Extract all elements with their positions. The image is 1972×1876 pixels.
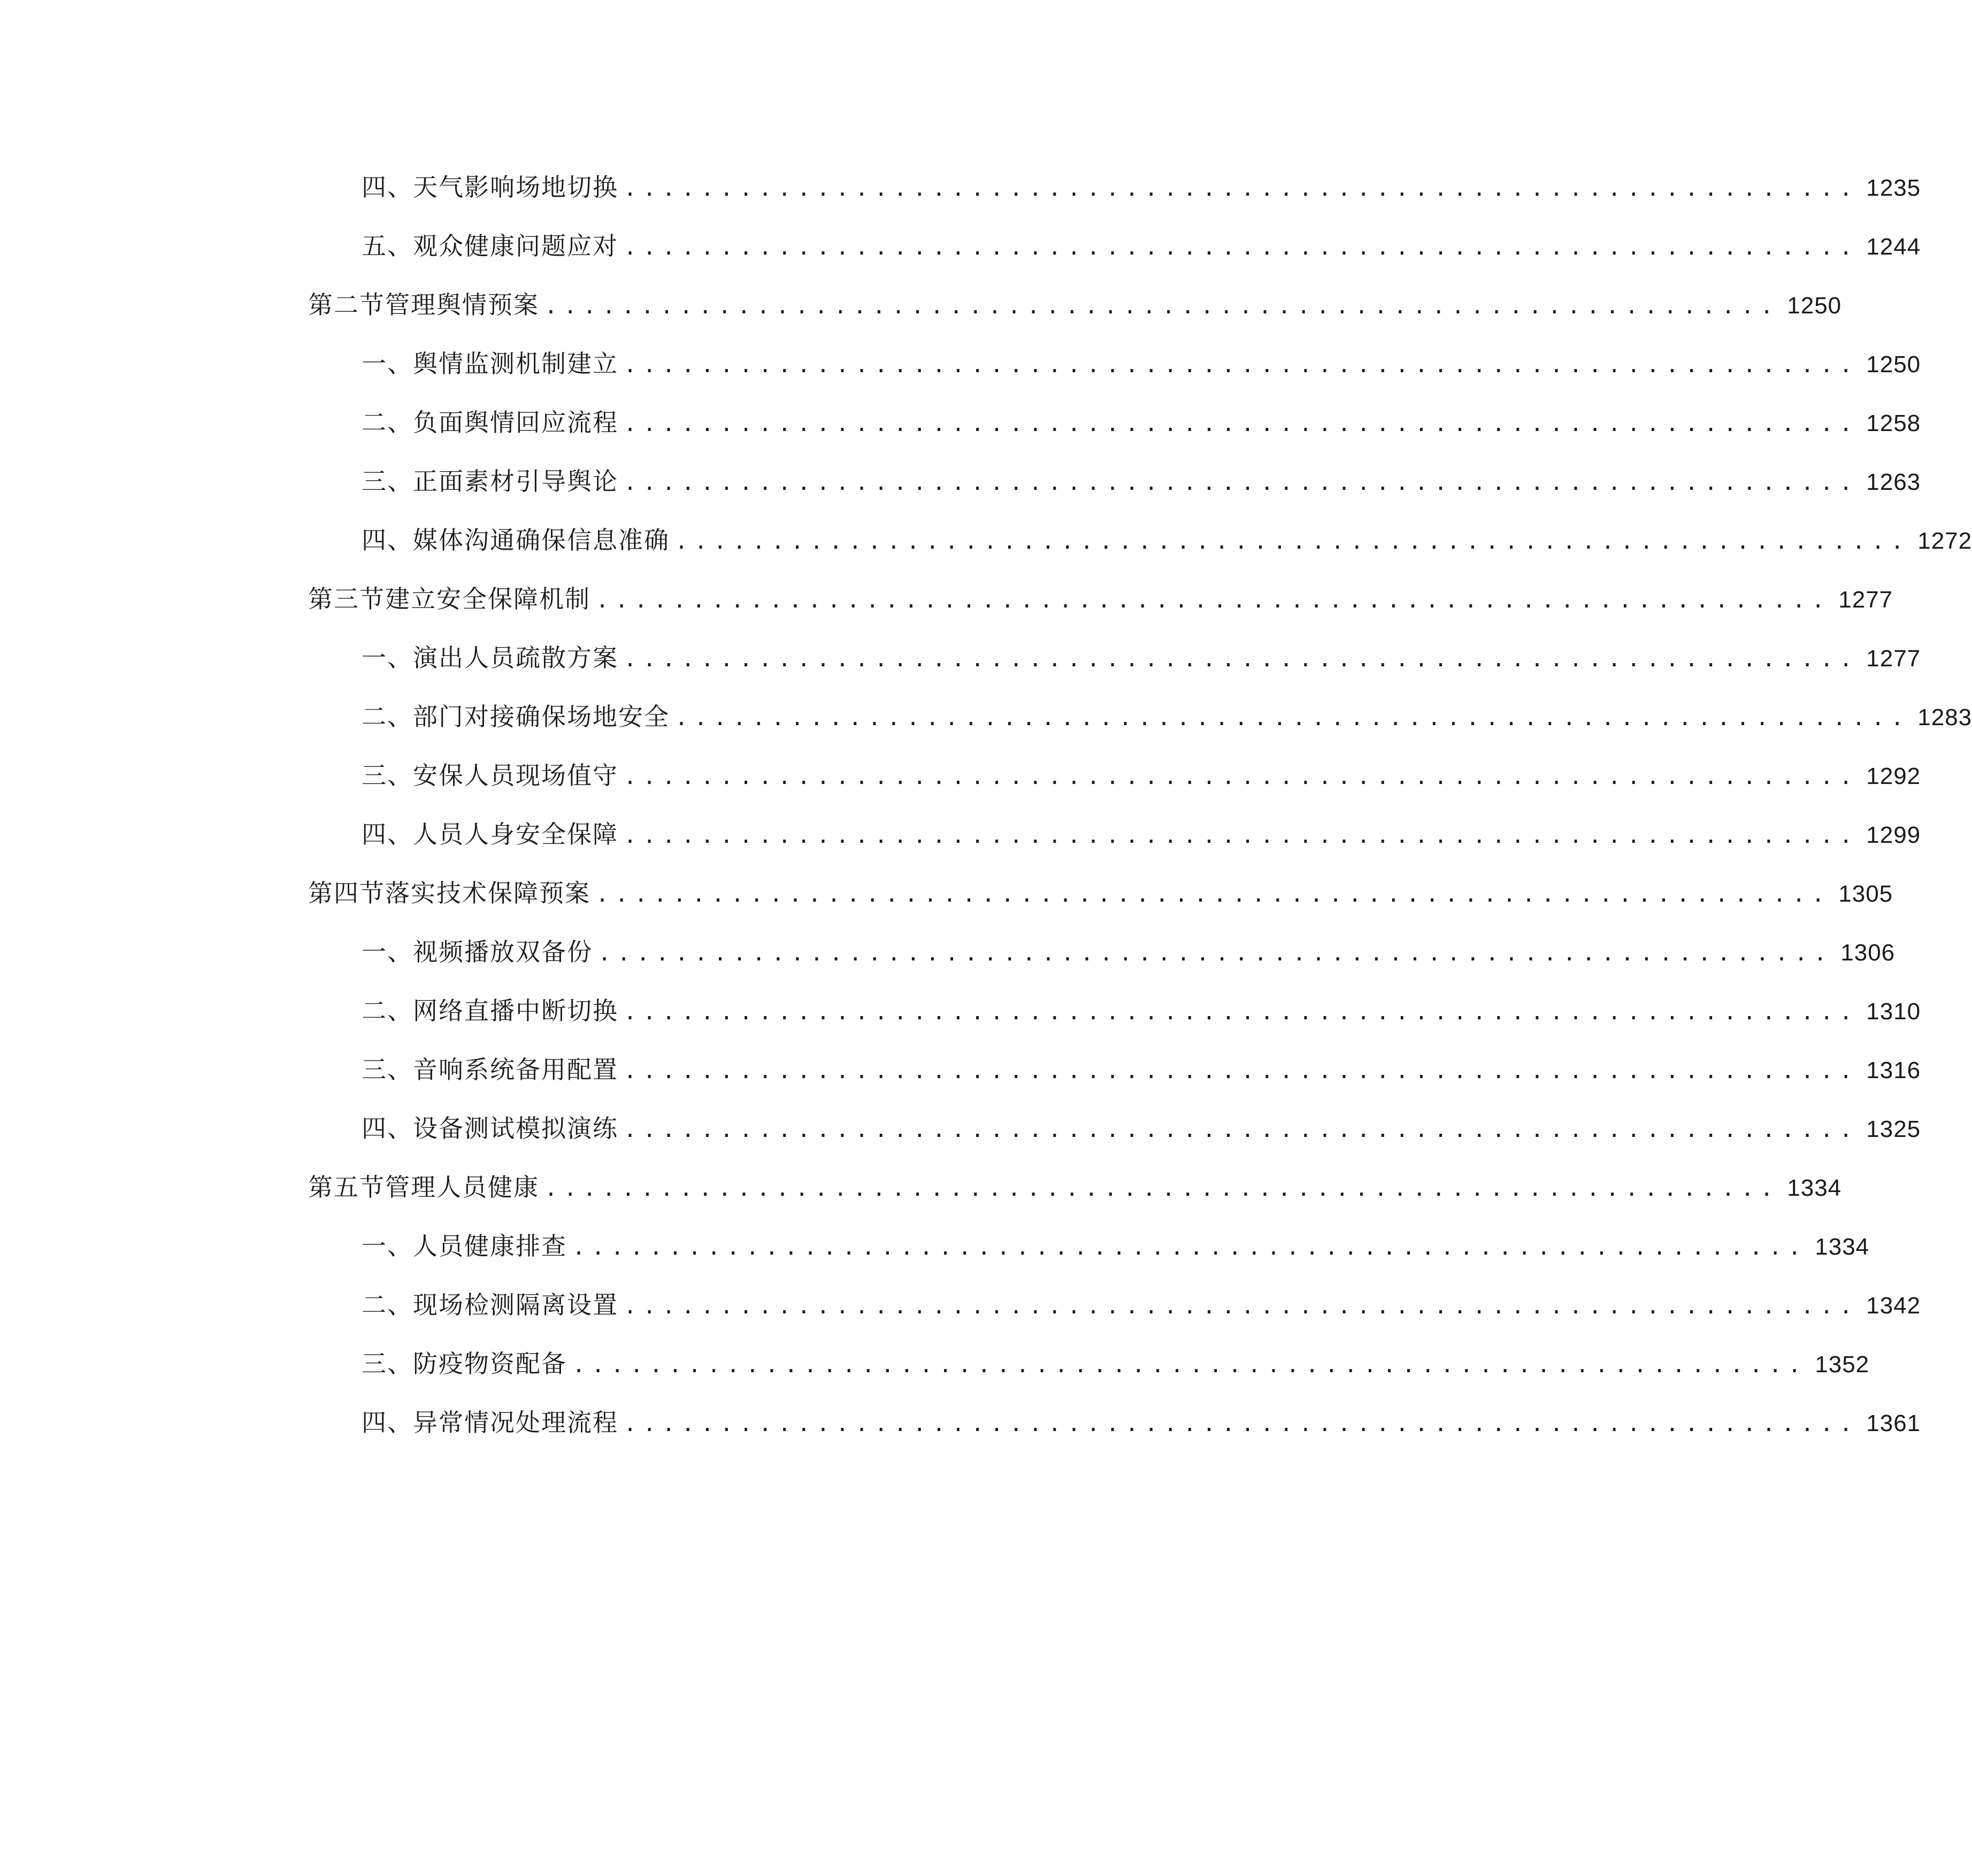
toc-section-number: 第二节 xyxy=(308,290,385,319)
toc-entry-number: 四、 xyxy=(362,1408,413,1437)
toc-dot-leader: ................................................................ xyxy=(675,529,1910,554)
toc-entry-page: 1325 xyxy=(1866,1116,1921,1142)
toc-entry-title: 正面素材引导舆论 xyxy=(413,467,618,496)
toc-entry-number: 四、 xyxy=(362,1114,413,1143)
toc-dot-leader: ................................................................ xyxy=(624,647,1859,672)
toc-entry[interactable] xyxy=(362,933,1896,971)
toc-entry[interactable] xyxy=(362,1051,1921,1088)
toc-entry-number: 三、 xyxy=(362,1349,413,1378)
toc-entry-title: 现场检测隔离设置 xyxy=(413,1290,618,1319)
toc-entry-page: 1334 xyxy=(1815,1234,1870,1260)
toc-dot-leader: ................................................................ xyxy=(544,1177,1780,1201)
toc-entry-page: 1361 xyxy=(1866,1410,1921,1436)
toc-entry-page: 1352 xyxy=(1815,1351,1870,1378)
toc-dot-leader: ................................................................ xyxy=(624,235,1859,260)
toc-section-number: 第四节 xyxy=(308,879,385,908)
toc-entry-page: 1258 xyxy=(1866,410,1921,436)
toc-entry[interactable] xyxy=(362,1227,1870,1265)
toc-entry[interactable] xyxy=(362,1404,1921,1441)
toc-dot-leader: ................................................................ xyxy=(572,1353,1808,1378)
toc-entry-title: 人员健康排查 xyxy=(413,1232,567,1260)
toc-entry[interactable] xyxy=(362,757,1921,794)
toc-entry-page: 1244 xyxy=(1866,234,1921,260)
toc-entry-number: 三、 xyxy=(362,1055,413,1084)
toc-entry-number: 四、 xyxy=(362,173,413,202)
toc-entry-title: 异常情况处理流程 xyxy=(413,1408,618,1437)
toc-dot-leader: ................................................................ xyxy=(624,1059,1859,1083)
toc-entry-number: 三、 xyxy=(362,467,413,496)
toc-entry-title: 部门对接确保场地安全 xyxy=(413,702,670,731)
toc-dot-leader: ................................................................ xyxy=(544,294,1780,319)
toc-entry-page: 1306 xyxy=(1840,940,1896,966)
toc-dot-leader: ................................................................ xyxy=(598,941,1833,966)
toc-dot-leader: ................................................................ xyxy=(624,353,1859,378)
toc-entry-title: 音响系统备用配置 xyxy=(413,1055,618,1084)
toc-section-page: 1334 xyxy=(1787,1175,1842,1201)
toc-entry-number: 二、 xyxy=(362,408,413,437)
toc-entry-page: 1235 xyxy=(1866,175,1921,201)
toc-entry[interactable] xyxy=(362,698,1972,735)
toc-entry-number: 二、 xyxy=(362,996,413,1025)
toc-dot-leader: ................................................................ xyxy=(624,1412,1859,1436)
toc-dot-leader: ................................................................ xyxy=(624,412,1859,436)
toc-entry[interactable] xyxy=(362,816,1921,853)
toc-dot-leader: ................................................................ xyxy=(624,1000,1859,1025)
toc-entry-number: 四、 xyxy=(362,526,413,555)
toc-dot-leader: ................................................................ xyxy=(624,176,1859,201)
toc-entry-title: 安保人员现场值守 xyxy=(413,761,618,790)
toc-entry[interactable] xyxy=(362,227,1921,265)
toc-entry-title: 网络直播中断切换 xyxy=(413,996,618,1025)
toc-entry-page: 1250 xyxy=(1866,351,1921,378)
toc-entry-title: 负面舆情回应流程 xyxy=(413,408,618,437)
toc-dot-leader: ................................................................ xyxy=(624,824,1859,848)
toc-entry[interactable] xyxy=(362,463,1921,500)
toc-section-number: 第三节 xyxy=(308,585,385,613)
toc-entry-title: 设备测试模拟演练 xyxy=(413,1114,618,1143)
toc-entry-number: 一、 xyxy=(362,1232,413,1260)
toc-entry-page: 1277 xyxy=(1866,645,1921,672)
toc-dot-leader: ................................................................ xyxy=(624,1118,1859,1142)
toc-dot-leader: ................................................................ xyxy=(624,471,1859,495)
toc-dot-leader: ................................................................ xyxy=(596,588,1831,613)
toc-entry[interactable] xyxy=(362,1110,1921,1147)
toc-entry[interactable] xyxy=(362,521,1972,559)
toc-entry-number: 一、 xyxy=(362,937,413,966)
toc-dot-leader: ................................................................ xyxy=(572,1235,1808,1260)
toc-entry-page: 1272 xyxy=(1917,528,1972,554)
toc-dot-leader: ................................................................ xyxy=(675,706,1910,731)
toc-section-entry[interactable] xyxy=(308,286,1842,324)
toc-entry-page: 1310 xyxy=(1866,998,1921,1025)
toc-entry-number: 二、 xyxy=(362,1290,413,1319)
toc-entry-title: 媒体沟通确保信息准确 xyxy=(413,526,670,555)
toc-entry-title: 观众健康问题应对 xyxy=(413,232,618,260)
toc-entry-title: 天气影响场地切换 xyxy=(413,173,618,202)
toc-entry-page: 1316 xyxy=(1866,1057,1921,1083)
toc-entry-page: 1283 xyxy=(1917,704,1972,731)
toc-entry[interactable] xyxy=(362,992,1921,1029)
toc-entry-number: 四、 xyxy=(362,820,413,849)
toc-dot-leader: ................................................................ xyxy=(624,765,1859,789)
toc-entry[interactable] xyxy=(362,639,1921,676)
toc-dot-leader: ................................................................ xyxy=(596,882,1831,907)
toc-entry-title: 防疫物资配备 xyxy=(413,1349,567,1378)
toc-entry-page: 1299 xyxy=(1866,822,1921,848)
toc-entry-title: 人员人身安全保障 xyxy=(413,820,618,849)
toc-section-entry[interactable] xyxy=(308,1168,1842,1206)
toc-section-number: 第五节 xyxy=(308,1173,385,1202)
toc-entry-title: 舆情监测机制建立 xyxy=(413,349,618,378)
toc-entry-number: 三、 xyxy=(362,761,413,790)
toc-entry-number: 五、 xyxy=(362,232,413,260)
toc-section-title: 管理人员健康 xyxy=(385,1173,539,1202)
toc-entry-title: 视频播放双备份 xyxy=(413,937,593,966)
toc-entry[interactable] xyxy=(362,1345,1870,1382)
toc-section-page: 1305 xyxy=(1838,881,1893,907)
toc-entry[interactable] xyxy=(362,168,1921,206)
toc-entry[interactable] xyxy=(362,404,1921,441)
toc-entry-page: 1263 xyxy=(1866,469,1921,495)
toc-section-title: 建立安全保障机制 xyxy=(385,585,590,613)
toc-entry-number: 二、 xyxy=(362,702,413,731)
toc-section-entry[interactable] xyxy=(308,874,1893,912)
toc-entry-page: 1292 xyxy=(1866,763,1921,789)
toc-entry-page: 1342 xyxy=(1866,1293,1921,1319)
toc-entry-title: 演出人员疏散方案 xyxy=(413,643,618,672)
toc-section-title: 管理舆情预案 xyxy=(385,290,539,319)
toc-entry-number: 一、 xyxy=(362,643,413,672)
toc-dot-leader: ................................................................ xyxy=(624,1294,1859,1319)
toc-section-page: 1250 xyxy=(1787,293,1842,319)
toc-section-page: 1277 xyxy=(1838,587,1893,613)
toc-section-title: 落实技术保障预案 xyxy=(385,879,590,908)
toc-section-entry[interactable] xyxy=(308,580,1893,618)
toc-entry[interactable] xyxy=(362,345,1921,382)
toc-entry-number: 一、 xyxy=(362,349,413,378)
toc-entry[interactable] xyxy=(362,1286,1921,1324)
